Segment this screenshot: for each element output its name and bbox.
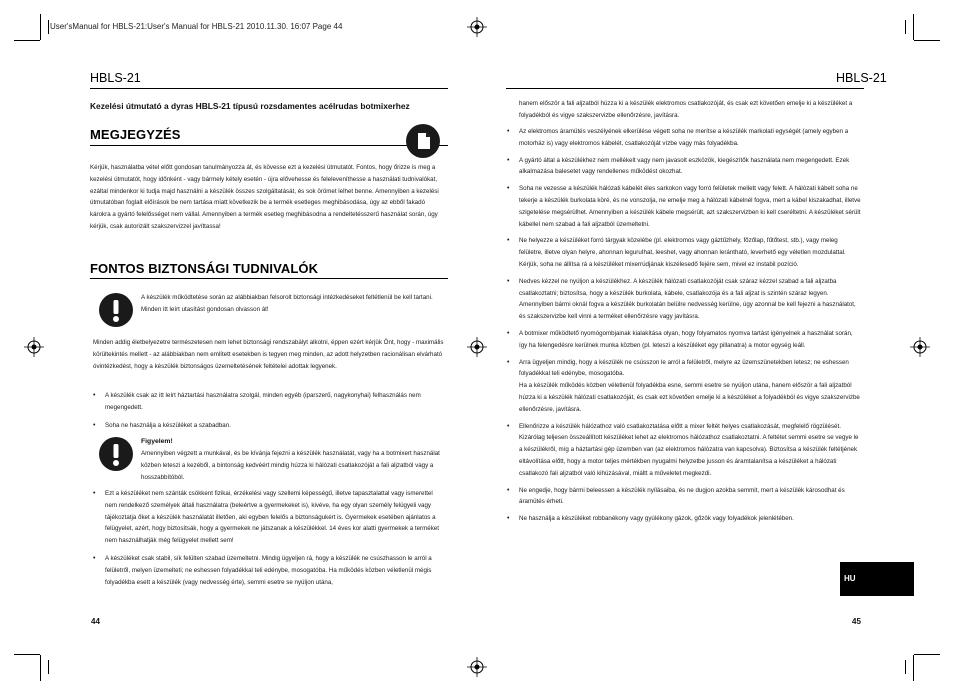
list-item: • A gyártó által a készülékhez nem mellékelt vagy nem javasolt eszközök, kiegészítők használata nem megengedett. Ezek alkalmazása balesetet vagy rendellenes működést okozhat.	[507, 155, 861, 179]
list-item: • A készüléket csak stabil, sík felülten szabad üzemeltetni. Mindig ügyeljen rá, hogy a készülék ne csúszhasson le arról a felületről, melyen üzemelteti; ne eshessen folyadékkal teli edénybe, mosogatóba. Ha működés közben véletlenül mégis folyadékba esett a készülék (vagy nedvesség érte), semmi esetre se nyúljon utána,	[93, 553, 445, 588]
registration-target-icon	[910, 337, 930, 357]
list-item: • Arra ügyeljen mindig, hogy a készülék ne csússzon le arról a felületről, melyre az üzemszünetekben letesz; ne eshessen folyadékkal teli edénybe, mosogatóba. Ha a készülék működés közben véletlenül folyadékba esne, semmi esetre se nyúljon utána, hanem először a fali aljzatból húzza ki a készülék hálózati csatlakozóját, és csak ezt követően emelje ki a készüléket a folyadékból és vigye szakszervizbe ellenőrzésre, javításra.	[507, 357, 861, 416]
section-rule	[90, 278, 448, 279]
bullet-list-right	[507, 126, 861, 525]
running-head-right: HBLS-21	[836, 71, 887, 85]
section-rule	[90, 145, 448, 146]
crop-mark	[14, 654, 40, 655]
page-number-left: 44	[91, 617, 100, 626]
crop-mark	[14, 40, 40, 41]
warning-exclamation-icon	[99, 437, 133, 471]
note-document-icon	[406, 124, 440, 158]
list-item: • Ne használja a készüléket robbanékony vagy gyúlékony gázok, gőzök vagy folyadékok jelenlétében.	[507, 513, 861, 525]
crop-mark	[914, 654, 940, 655]
list-item: • Ellenőrizze a készülék hálózathoz való csatlakoztatása előtt a mixer feltét helyes csatlakozását, megfelelő rögzülését. Kizárólag teljesen összeállított készüléket lehet az elektromos hálózathoz csatlakoztatni. A feltétet semmi esetre se vegye le a készülékről, míg a háztartási gép üzemben van (az elektromos hálózatra van kapcsolva). Biztosítsa a készülék feltétjének eltávolítása előtt, hogy a motor teljes mértékben nyugalmi helyzetbe jusson és áramtalanítsa a készüléket a hálózati csatlakozó fali aljzatból való kihúzásával, miáltt a műveletet megkezdi.	[507, 421, 861, 480]
crop-mark	[905, 660, 906, 674]
crop-mark	[48, 660, 49, 674]
attention-text: Amennyiben végzett a munkával, és be kívánja fejezni a készülék használatát, vagy ha a botmixert használat közben leteszi a kezéből, a bintonság kedvéért mindig húzza ki hálózati csatlakozóját a fali aljzatból vagy a hosszabbítóból.	[141, 450, 440, 481]
section-title-safety: FONTOS BIZTONSÁGI TUDNIVALÓK	[90, 261, 319, 276]
warning-text: A készülék működtetése során az alábbiakban felsorolt biztonsági intézkedéseket feltétlenül be kell tartani. Minden itt leírt utasítást gondosan olvasson át!	[141, 294, 433, 313]
registration-target-icon	[467, 17, 487, 37]
crop-mark	[905, 20, 906, 34]
crop-mark	[40, 655, 41, 681]
print-header: User'sManual for HBLS-21:User's Manual for HBLS-21 2010.11.30. 16:07 Page 44	[50, 22, 343, 31]
registration-target-icon	[467, 657, 487, 677]
list-item: • Nedves kézzel ne nyúljon a készülékhez. A készülék hálózati csatlakozóját csak száraz kézzel szabad a fali aljzatba csatlakoztatni; biztosítsa, hogy a készülék burkolata, kábele, csatlakozója és a fali aljzat is szintén száraz legyen. Amennyiben bármi oknál fogva a készülék burkolatán belülre nedvesség kerülne, úgy azonnal be kell fejezni a használatot, és szakszervizbe kell vinni a terméket ellenőrzésre vagy javításra.	[507, 276, 861, 323]
list-item: • A botmixer működtető nyomógombjainak kialakítása olyan, hogy folyamatos nyomva tartást igényelnek a használat során, így ha felengedésre kerülnek munka közben (pl. leteszi a készüléket egy pillanatra) a motor egység leáll.	[507, 328, 861, 352]
header-rule-left	[90, 88, 448, 89]
registration-target-icon	[24, 337, 44, 357]
section-title-note: MEGJEGYZÉS	[90, 127, 181, 142]
safety-intro: Minden addig életbelyezetre természetesen nem lehet biztonsági rendszabályt alkotni, éppen ezért kérjük Önt, hogy - maximális körültekintés mellett - az alábbiakban nem említett esetekben is tegyen meg minden, az adott helyzetben racionálisan elvárható óvintézkedést, hogy a készülék biztonságos üzemeltetésének feltételei adottak legyenek.	[93, 339, 444, 370]
list-item: • Ne engedje, hogy bármi beleessen a készülék nyílásaiba, és ne dugjon azokba semmit, mert a készülék károsodhat és áramütés érheti.	[507, 485, 861, 509]
list-item: • Az elektromos áramütés veszélyének elkerülése végett soha ne merítse a készülék markolati egységét (amely egyben a motorház is) vagy elektromos kábelét, csatlakozóját vízbe vagy más folyadékba.	[507, 126, 861, 150]
list-item: • A készülék csak az itt leírt háztartási használatra szolgál, minden egyéb (iparszerű, nagykonyhai) felhasználás nem megengedett.	[93, 390, 445, 414]
header-rule-right	[506, 88, 864, 89]
language-tab-label: HU	[844, 574, 856, 583]
intro-paragraph: Kérjük, használatba vétel előtt gondosan tanulmányozza át, és kövesse ezt a kezelési útmutatót. Fontos, hogy őrizze is meg a kezelési útmutatót, hogy időnként - vagy bármely kétely esetén - újra elővehesse és feleleveníthesse a használati tudnivalókat, ezáltal mindenkor ki tudja majd használni a készülék összes szolgáltatását, és sok örömet lelhet benne. Amennyiben a kezelési útmutatóban foglalt előírások be nem tartása miatt következik be a termék esetleges meghibásodása, úgy az ebből fakadó károkra a gyártó felelősséget nem vállal. Amennyiben a termék esetleg meghibásodna a rendeltetésszerű használat során, úgy kérjük, csak autorizált szakszervizzel javíttassa!	[90, 164, 439, 230]
crop-mark	[913, 655, 914, 681]
crop-mark	[48, 20, 49, 34]
page-number-right: 45	[852, 617, 861, 626]
warning-exclamation-icon	[99, 293, 133, 327]
crop-mark	[914, 40, 940, 41]
continuation-paragraph: hanem először a fali aljzatból húzza ki a készülék elektromos csatlakozóját, és csak ezt követően emelje ki a készüléket a folyadékból és vigye szakszervizbe ellenőrzésre, javításra.	[519, 100, 853, 119]
language-tab	[840, 562, 914, 596]
list-item: • Soha ne vezesse a készülék hálózati kábelét éles sarkokon vagy forró felületek mellett vagy felett. A hálózati kábelt soha ne tekerje a készülék burkolata köré, és ne vonszolja, ne emelje meg a hálózati kábelnél fogva, mert a kábel kiszakadhat, illetve szigetelése megsérülhet. Amennyiben a készülék kábele megsérült, azt szakszervizben ki kell cseréltetni. A készüléket sérült kábellel nem szabad a fali aljzatból üzemeltetni.	[507, 183, 861, 230]
document-subtitle: Kezelési útmutató a dyras HBLS-21 típusú rozsdamentes acélrudas botmixerhez	[90, 101, 410, 111]
running-head-left: HBLS-21	[90, 71, 141, 85]
crop-mark	[40, 14, 41, 40]
list-item: • Soha ne használja a készüléket a szabadban.	[93, 420, 445, 432]
attention-title: Figyelem!	[141, 438, 173, 445]
registration-target-icon	[467, 337, 487, 357]
crop-mark	[913, 14, 914, 40]
bullet-list-b	[93, 488, 445, 588]
bullet-list-a	[93, 390, 445, 431]
list-item: • Ne helyezze a készüléket forró tárgyak közelébe (pl. elektromos vagy gáztűzhely, főzőlap, fűtőtest, stb.), vagy meleg felületre, illetve olyan helyre, ahonnan leguruIhat, leeshet, vagy ahonnan lerántható, leverhető egy véletlen mozdulattal. Kérjük, soha ne állítsa rá a készüléket mixerrúdjának kiszélesedő fejére sem, mivel ez instabil pozíció.	[507, 235, 861, 270]
list-item: • Ezt a készüléket nem szánták csökkent fizikai, érzékelési vagy szellemi képességű, illetve tapasztalattal vagy ismerettel nem rendelkező személyek általi használatra (beleértve a gyermekeket is), kivéve, ha egy olyan személy felügyeli vagy tájékoztatja őket a készülék használatát illetően, aki egyben felelős a biztonságukért is. Gyermekek esetében ajánlatos a felügyelet, azért, hogy biztosítsák, hogy a gyermekek ne játszanak a készülékkel. 14 éves kor alatti gyermekek a terméket nem használhatják még felügyelet mellett sem!	[93, 488, 445, 547]
